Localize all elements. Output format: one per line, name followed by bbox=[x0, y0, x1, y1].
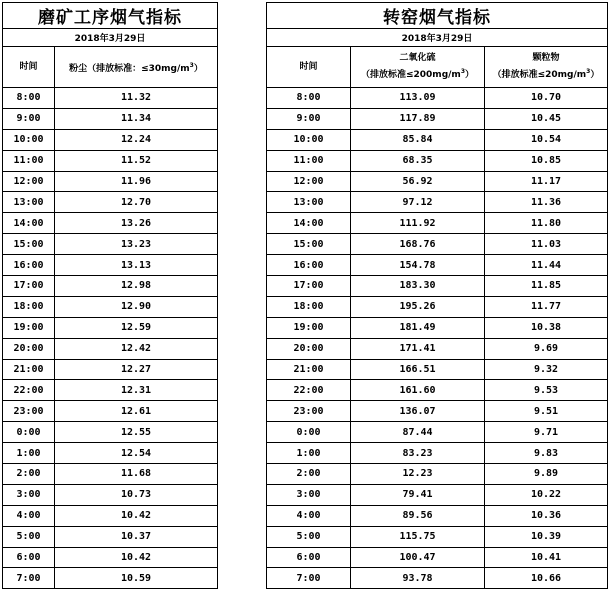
kiln-time-cell: 10:00 bbox=[267, 129, 351, 150]
grinding-table-title: 磨矿工序烟气指标 bbox=[3, 3, 218, 29]
grinding-time-cell: 0:00 bbox=[3, 422, 55, 443]
kiln-table-row bbox=[267, 108, 608, 129]
grinding-time-cell: 8:00 bbox=[3, 88, 55, 109]
kiln-time-cell: 11:00 bbox=[267, 150, 351, 171]
grinding-time-cell: 16:00 bbox=[3, 255, 55, 276]
dust-header-close: ） bbox=[193, 63, 203, 74]
grinding-dust-cell: 10.73 bbox=[55, 484, 218, 505]
grinding-time-cell: 20:00 bbox=[3, 338, 55, 359]
grinding-dust-cell: 13.13 bbox=[55, 255, 218, 276]
kiln-so2-cell: 113.09 bbox=[351, 88, 485, 109]
grinding-dust-cell: 12.24 bbox=[55, 129, 218, 150]
grinding-dust-cell: 12.27 bbox=[55, 359, 218, 380]
kiln-table-row bbox=[267, 526, 608, 547]
grinding-table-row bbox=[3, 192, 218, 213]
grinding-table-row bbox=[3, 213, 218, 234]
kiln-time-cell: 8:00 bbox=[267, 88, 351, 109]
grinding-time-cell: 22:00 bbox=[3, 380, 55, 401]
kiln-so2-cell: 171.41 bbox=[351, 338, 485, 359]
grinding-table-row bbox=[3, 505, 218, 526]
grinding-table-row bbox=[3, 484, 218, 505]
kiln-table-row bbox=[267, 422, 608, 443]
kiln-so2-cell: 83.23 bbox=[351, 443, 485, 464]
grinding-table-body bbox=[3, 88, 218, 589]
kiln-time-cell: 12:00 bbox=[267, 171, 351, 192]
kiln-so2-cell: 56.92 bbox=[351, 171, 485, 192]
kiln-table-row bbox=[267, 464, 608, 485]
grinding-dust-cell: 11.34 bbox=[55, 108, 218, 129]
grinding-table-row bbox=[3, 276, 218, 297]
so2-header-close: ） bbox=[465, 70, 475, 80]
kiln-so2-cell: 87.44 bbox=[351, 422, 485, 443]
grinding-dust-cell: 11.96 bbox=[55, 171, 218, 192]
kiln-table-row bbox=[267, 129, 608, 150]
so2-header-name: 二氧化硫 bbox=[399, 53, 436, 63]
kiln-pm-cell: 10.66 bbox=[485, 568, 608, 589]
grinding-dust-cell: 12.42 bbox=[55, 338, 218, 359]
kiln-pm-cell: 9.51 bbox=[485, 401, 608, 422]
pm-header-close: ） bbox=[590, 70, 600, 80]
kiln-pm-cell: 10.45 bbox=[485, 108, 608, 129]
kiln-time-cell: 3:00 bbox=[267, 484, 351, 505]
kiln-so2-cell: 154.78 bbox=[351, 255, 485, 276]
grinding-table-row bbox=[3, 547, 218, 568]
kiln-table-row bbox=[267, 255, 608, 276]
kiln-table-row bbox=[267, 359, 608, 380]
kiln-so2-cell: 166.51 bbox=[351, 359, 485, 380]
kiln-table-row bbox=[267, 380, 608, 401]
kiln-pm-cell: 11.85 bbox=[485, 276, 608, 297]
kiln-time-cell: 0:00 bbox=[267, 422, 351, 443]
pm-header-standard: （排放标准≤20mg/m bbox=[492, 70, 587, 80]
kiln-table-row bbox=[267, 192, 608, 213]
grinding-time-cell: 18:00 bbox=[3, 296, 55, 317]
grinding-dust-cell: 11.52 bbox=[55, 150, 218, 171]
kiln-table-body bbox=[267, 88, 608, 589]
kiln-so2-cell: 97.12 bbox=[351, 192, 485, 213]
grinding-table-row bbox=[3, 422, 218, 443]
grinding-time-cell: 5:00 bbox=[3, 526, 55, 547]
grinding-table-row bbox=[3, 234, 218, 255]
kiln-time-cell: 4:00 bbox=[267, 505, 351, 526]
grinding-time-cell: 15:00 bbox=[3, 234, 55, 255]
so2-header-superscript: 3 bbox=[460, 68, 465, 75]
grinding-time-cell: 14:00 bbox=[3, 213, 55, 234]
kiln-time-cell: 22:00 bbox=[267, 380, 351, 401]
grinding-table-row bbox=[3, 568, 218, 589]
grinding-emissions-table bbox=[2, 2, 218, 589]
kiln-time-cell: 20:00 bbox=[267, 338, 351, 359]
kiln-pm-cell: 11.17 bbox=[485, 171, 608, 192]
kiln-so2-cell: 93.78 bbox=[351, 568, 485, 589]
grinding-time-cell: 21:00 bbox=[3, 359, 55, 380]
kiln-time-cell: 9:00 bbox=[267, 108, 351, 129]
grinding-time-cell: 23:00 bbox=[3, 401, 55, 422]
kiln-time-cell: 13:00 bbox=[267, 192, 351, 213]
grinding-table-row bbox=[3, 129, 218, 150]
grinding-time-cell: 4:00 bbox=[3, 505, 55, 526]
grinding-dust-cell: 12.31 bbox=[55, 380, 218, 401]
kiln-table-row bbox=[267, 296, 608, 317]
kiln-pm-cell: 10.54 bbox=[485, 129, 608, 150]
kiln-pm-cell: 11.77 bbox=[485, 296, 608, 317]
grinding-dust-cell: 12.98 bbox=[55, 276, 218, 297]
kiln-pm-cell: 9.71 bbox=[485, 422, 608, 443]
kiln-so2-cell: 68.35 bbox=[351, 150, 485, 171]
kiln-pm-cell: 10.70 bbox=[485, 88, 608, 109]
kiln-time-cell: 2:00 bbox=[267, 464, 351, 485]
grinding-time-header: 时间 bbox=[3, 47, 55, 88]
so2-header-standard: （排放标准≤200mg/m bbox=[360, 70, 461, 80]
kiln-time-cell: 1:00 bbox=[267, 443, 351, 464]
grinding-dust-cell: 12.90 bbox=[55, 296, 218, 317]
kiln-table-row bbox=[267, 234, 608, 255]
kiln-pm-cell: 10.22 bbox=[485, 484, 608, 505]
kiln-pm-cell: 11.36 bbox=[485, 192, 608, 213]
grinding-table-row bbox=[3, 443, 218, 464]
grinding-table-date: 2018年3月29日 bbox=[3, 29, 218, 47]
grinding-dust-cell: 11.32 bbox=[55, 88, 218, 109]
kiln-table-row bbox=[267, 505, 608, 526]
grinding-time-cell: 13:00 bbox=[3, 192, 55, 213]
grinding-table-row bbox=[3, 296, 218, 317]
kiln-so2-cell: 183.30 bbox=[351, 276, 485, 297]
grinding-dust-cell: 12.61 bbox=[55, 401, 218, 422]
grinding-table-row bbox=[3, 359, 218, 380]
grinding-table-row bbox=[3, 338, 218, 359]
kiln-pm-cell: 11.44 bbox=[485, 255, 608, 276]
grinding-table-row bbox=[3, 88, 218, 109]
kiln-time-cell: 16:00 bbox=[267, 255, 351, 276]
kiln-pm-cell: 10.36 bbox=[485, 505, 608, 526]
kiln-pm-cell: 10.39 bbox=[485, 526, 608, 547]
grinding-table-row bbox=[3, 526, 218, 547]
grinding-dust-cell: 11.68 bbox=[55, 464, 218, 485]
kiln-so2-cell: 195.26 bbox=[351, 296, 485, 317]
grinding-table-row bbox=[3, 150, 218, 171]
kiln-so2-cell: 181.49 bbox=[351, 317, 485, 338]
kiln-so2-cell: 115.75 bbox=[351, 526, 485, 547]
kiln-so2-cell: 85.84 bbox=[351, 129, 485, 150]
pm-header-name: 颗粒物 bbox=[532, 53, 560, 63]
kiln-time-cell: 7:00 bbox=[267, 568, 351, 589]
dust-header-superscript: 3 bbox=[189, 61, 194, 69]
kiln-pm-cell: 10.38 bbox=[485, 317, 608, 338]
kiln-time-cell: 23:00 bbox=[267, 401, 351, 422]
grinding-time-cell: 6:00 bbox=[3, 547, 55, 568]
kiln-so2-cell: 89.56 bbox=[351, 505, 485, 526]
grinding-table-row bbox=[3, 401, 218, 422]
kiln-time-cell: 18:00 bbox=[267, 296, 351, 317]
grinding-dust-cell: 13.26 bbox=[55, 213, 218, 234]
kiln-table-date: 2018年3月29日 bbox=[267, 29, 608, 47]
grinding-table-row bbox=[3, 464, 218, 485]
grinding-time-cell: 7:00 bbox=[3, 568, 55, 589]
grinding-table-row bbox=[3, 255, 218, 276]
kiln-so2-cell: 111.92 bbox=[351, 213, 485, 234]
kiln-table-row bbox=[267, 213, 608, 234]
kiln-table-row bbox=[267, 484, 608, 505]
kiln-pm-cell: 10.41 bbox=[485, 547, 608, 568]
kiln-table-row bbox=[267, 276, 608, 297]
kiln-table-row bbox=[267, 150, 608, 171]
grinding-time-cell: 19:00 bbox=[3, 317, 55, 338]
kiln-pm-cell: 9.89 bbox=[485, 464, 608, 485]
grinding-time-cell: 9:00 bbox=[3, 108, 55, 129]
grinding-dust-cell: 10.42 bbox=[55, 505, 218, 526]
dust-header-text: 粉尘（排放标准：≤30mg/m bbox=[69, 63, 190, 74]
pm-header-superscript: 3 bbox=[586, 68, 591, 75]
grinding-table-row bbox=[3, 380, 218, 401]
kiln-so2-cell: 100.47 bbox=[351, 547, 485, 568]
kiln-time-cell: 5:00 bbox=[267, 526, 351, 547]
kiln-time-header: 时间 bbox=[267, 47, 351, 88]
kiln-emissions-table bbox=[266, 2, 608, 589]
grinding-time-cell: 12:00 bbox=[3, 171, 55, 192]
grinding-dust-cell: 10.59 bbox=[55, 568, 218, 589]
kiln-pm-cell: 11.03 bbox=[485, 234, 608, 255]
kiln-so2-cell: 12.23 bbox=[351, 464, 485, 485]
kiln-time-cell: 6:00 bbox=[267, 547, 351, 568]
kiln-table-row bbox=[267, 568, 608, 589]
kiln-so2-cell: 168.76 bbox=[351, 234, 485, 255]
kiln-table-row bbox=[267, 317, 608, 338]
grinding-table-row bbox=[3, 108, 218, 129]
grinding-time-cell: 3:00 bbox=[3, 484, 55, 505]
kiln-pm-cell: 9.69 bbox=[485, 338, 608, 359]
grinding-time-cell: 17:00 bbox=[3, 276, 55, 297]
kiln-table-row bbox=[267, 401, 608, 422]
kiln-table-row bbox=[267, 547, 608, 568]
kiln-so2-cell: 79.41 bbox=[351, 484, 485, 505]
kiln-pm-cell: 10.85 bbox=[485, 150, 608, 171]
kiln-time-cell: 19:00 bbox=[267, 317, 351, 338]
kiln-time-cell: 21:00 bbox=[267, 359, 351, 380]
kiln-table-title: 转窑烟气指标 bbox=[267, 3, 608, 29]
kiln-pm-cell: 9.32 bbox=[485, 359, 608, 380]
grinding-dust-header bbox=[55, 47, 218, 88]
kiln-table-row bbox=[267, 338, 608, 359]
kiln-time-cell: 17:00 bbox=[267, 276, 351, 297]
grinding-dust-cell: 12.59 bbox=[55, 317, 218, 338]
grinding-dust-cell: 10.37 bbox=[55, 526, 218, 547]
kiln-table-row bbox=[267, 88, 608, 109]
kiln-table-row bbox=[267, 171, 608, 192]
grinding-dust-cell: 12.55 bbox=[55, 422, 218, 443]
kiln-pm-cell: 9.83 bbox=[485, 443, 608, 464]
grinding-dust-cell: 12.70 bbox=[55, 192, 218, 213]
kiln-pm-cell: 9.53 bbox=[485, 380, 608, 401]
grinding-table-row bbox=[3, 317, 218, 338]
kiln-pm-cell: 11.80 bbox=[485, 213, 608, 234]
kiln-so2-cell: 161.60 bbox=[351, 380, 485, 401]
kiln-so2-header bbox=[351, 47, 485, 88]
kiln-time-cell: 15:00 bbox=[267, 234, 351, 255]
kiln-time-cell: 14:00 bbox=[267, 213, 351, 234]
grinding-dust-cell: 10.42 bbox=[55, 547, 218, 568]
grinding-dust-cell: 12.54 bbox=[55, 443, 218, 464]
grinding-time-cell: 1:00 bbox=[3, 443, 55, 464]
grinding-time-cell: 2:00 bbox=[3, 464, 55, 485]
grinding-time-cell: 10:00 bbox=[3, 129, 55, 150]
kiln-so2-cell: 136.07 bbox=[351, 401, 485, 422]
grinding-dust-cell: 13.23 bbox=[55, 234, 218, 255]
kiln-pm-header bbox=[485, 47, 608, 88]
kiln-table-row bbox=[267, 443, 608, 464]
grinding-time-cell: 11:00 bbox=[3, 150, 55, 171]
kiln-so2-cell: 117.89 bbox=[351, 108, 485, 129]
grinding-table-row bbox=[3, 171, 218, 192]
